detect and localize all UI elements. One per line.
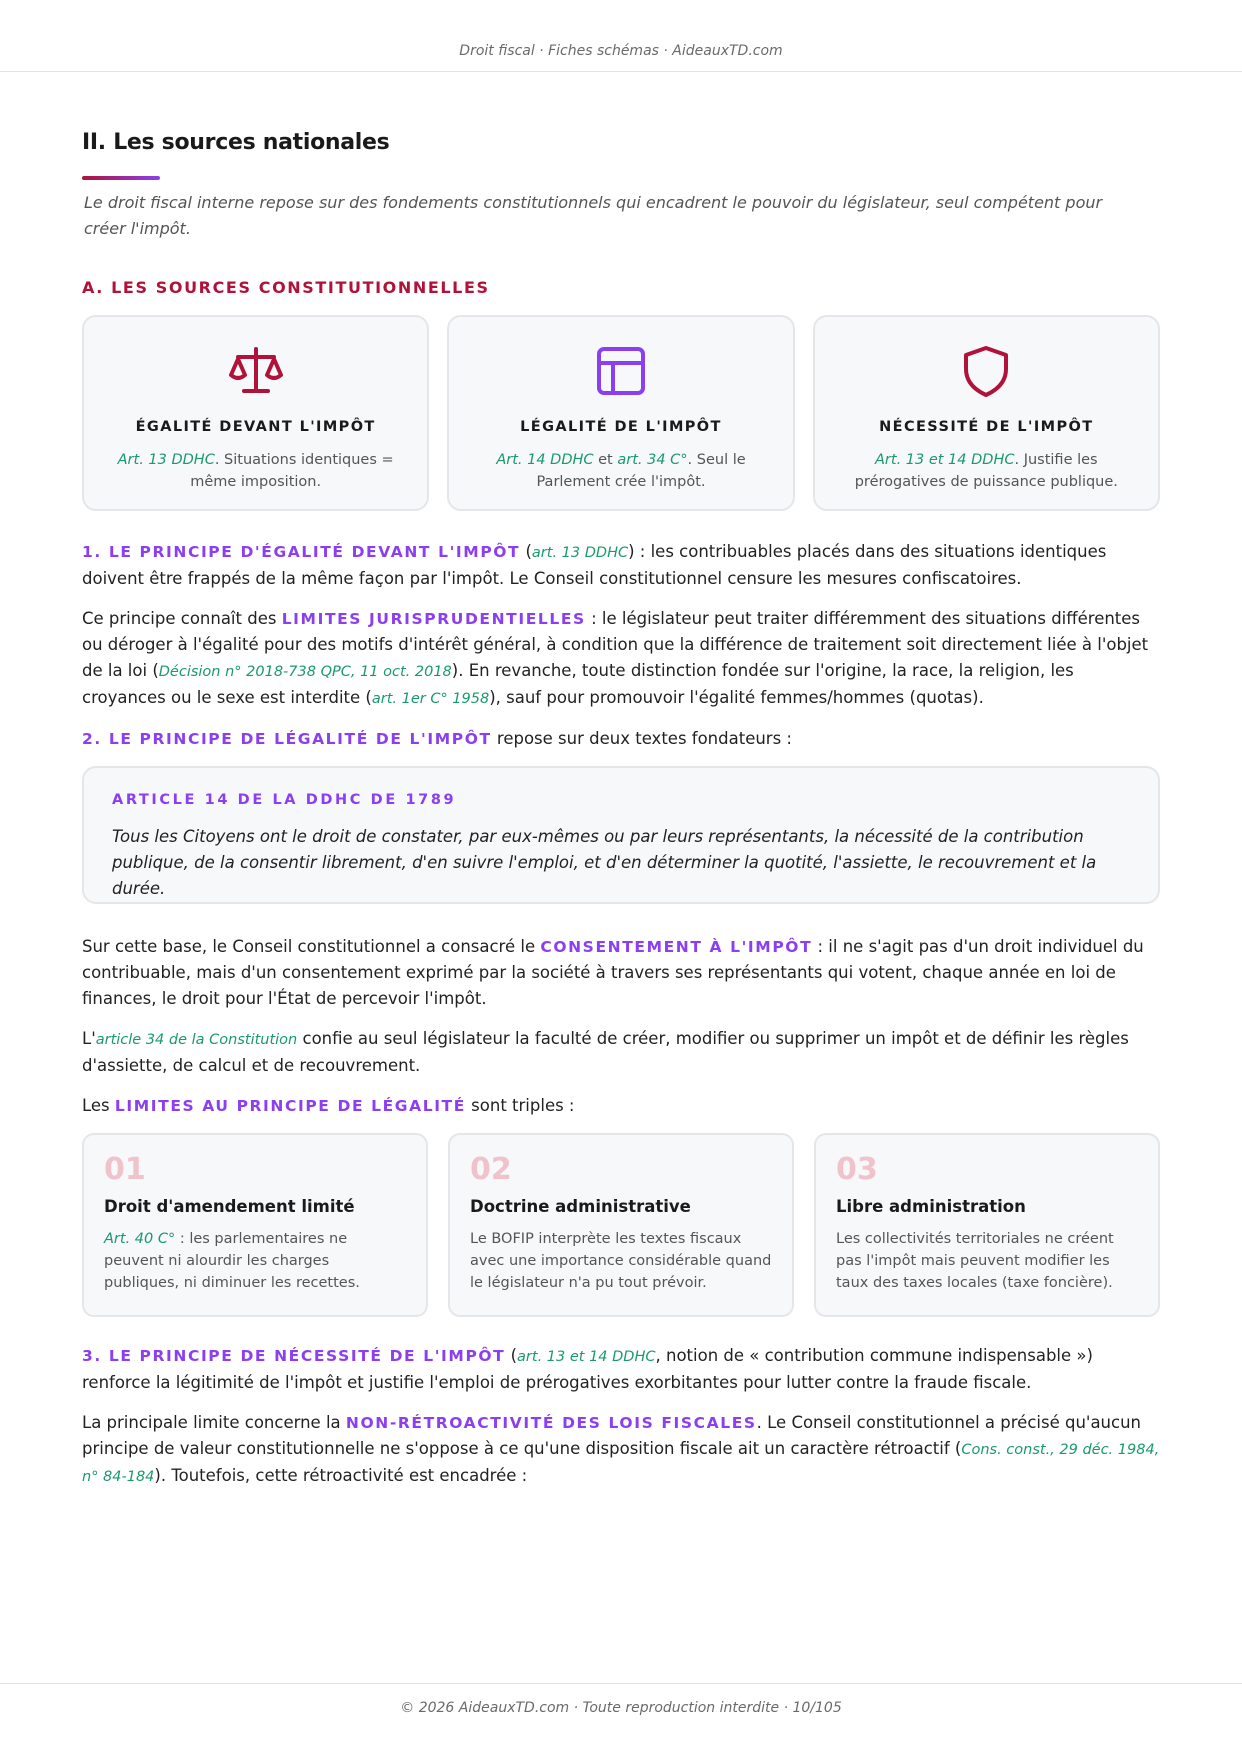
page-footer: © 2026 AideauxTD.com · Toute reproduction interdite · 10/105	[400, 1700, 842, 1716]
text: Les	[82, 1096, 115, 1115]
principle-3-text: , notion de « contribution commune indispensable ») renforce la légitimité de l'impôt et justifie l'emploi de prérogatives exorbitantes pour lutter contre la fraude fiscale.	[82, 1346, 1093, 1392]
consent-keyword: CONSENTEMENT À L'IMPÔT	[540, 938, 813, 956]
principle-2-paragraph	[82, 726, 1160, 752]
limit-title: Libre administration	[836, 1197, 1026, 1216]
section-intro: Le droit fiscal interne repose sur des fondements constitutionnels qui encadrent le pouvoir du législateur, seul compétent pour créer l'impôt.	[84, 193, 1103, 238]
principle-3-paragraph	[82, 1343, 1160, 1396]
principle-1-paragraph	[82, 539, 1160, 592]
card-text: et	[593, 452, 618, 468]
layout-icon	[449, 343, 792, 399]
article-34-paragraph	[82, 1026, 1160, 1079]
card-description	[841, 449, 1131, 493]
page-header: Droit fiscal · Fiches schémas · AideauxTD.com	[459, 43, 783, 59]
quote-title: ARTICLE 14 DE LA DDHC DE 1789	[112, 792, 457, 808]
text: : le législateur peut traiter différemment des situations différentes ou déroger à l'égalité pour des motifs d'intérêt général, à condition que la différence de traitement soit directement liée à l'objet de la loi (	[82, 609, 1149, 680]
card-ref: Art. 13 et 14 DDHC	[875, 452, 1015, 468]
text: : les parlementaires ne peuvent ni alourdir les charges publiques, ni diminuer les recettes.	[104, 1231, 360, 1291]
principle-1-text: ) : les contribuables placés dans des situations identiques doivent être frappés de la même façon par l'impôt. Le Conseil constitutionnel censure les mesures confiscatoires.	[82, 542, 1107, 588]
limit-description: Le BOFIP interprète les textes fiscaux avec une importance considérable quand le législateur n'a pu tout prévoir.	[470, 1231, 772, 1291]
card-text: . Situations identiques = même imposition.	[190, 452, 394, 490]
limits-jurisprudence-paragraph	[82, 606, 1160, 712]
title-underline	[82, 176, 160, 180]
limit-description	[104, 1228, 406, 1294]
card-title: ÉGALITÉ DEVANT L'IMPÔT	[135, 419, 376, 435]
limit-title: Doctrine administrative	[470, 1197, 691, 1216]
section-title: II. Les sources nationales	[82, 130, 390, 155]
principle-1-heading: 1. LE PRINCIPE D'ÉGALITÉ DEVANT L'IMPÔT	[82, 543, 521, 561]
card-text: . Justifie les prérogatives de puissance publique.	[854, 452, 1118, 490]
paren: (	[505, 1346, 518, 1365]
text: ). Toutefois, cette rétroactivité est encadrée :	[154, 1466, 528, 1485]
limit-ref: Art. 40 C°	[104, 1231, 176, 1247]
limit-card-libre-administration	[814, 1133, 1160, 1317]
header-divider	[0, 0, 1242, 72]
text: confie au seul législateur la faculté de créer, modifier ou supprimer un impôt et de définir les règles d'assiette, de calcul et de recouvrement.	[82, 1029, 1129, 1075]
main-content	[82, 130, 1160, 1490]
legality-limits-cards	[82, 1133, 1160, 1317]
subsection-a-title: A. LES SOURCES CONSTITUTIONNELLES	[82, 278, 490, 297]
limit-card-amendement	[82, 1133, 428, 1317]
principle-1-ref: art. 13 DDHC	[531, 545, 629, 561]
card-title: NÉCESSITÉ DE L'IMPÔT	[879, 419, 1094, 435]
limits-legal-keyword: LIMITES AU PRINCIPE DE LÉGALITÉ	[114, 1097, 466, 1115]
text: La principale limite concerne la	[82, 1413, 346, 1432]
cons-const-ref: Cons. const., 29 déc. 1984, n° 84-184	[82, 1442, 1160, 1485]
limit-number: 01	[104, 1152, 146, 1187]
paren: (	[520, 542, 532, 561]
article-14-quote-box	[82, 766, 1160, 904]
text: ), sauf pour promouvoir l'égalité femmes/hommes (quotas).	[489, 688, 984, 707]
constitution-ref: art. 1er C° 1958	[371, 691, 490, 707]
card-ref: Art. 14 DDHC	[496, 452, 594, 468]
card-title: LÉGALITÉ DE L'IMPÔT	[520, 419, 722, 435]
principle-3-heading: 3. LE PRINCIPE DE NÉCESSITÉ DE L'IMPÔT	[82, 1347, 506, 1365]
card-description	[476, 449, 766, 493]
card-ref: art. 34 C°	[617, 452, 688, 468]
card-text: . Seul le Parlement crée l'impôt.	[536, 452, 746, 490]
quote-body: Tous les Citoyens ont le droit de constater, par eux-mêmes ou par leurs représentants, la nécessité de la contribution publique, de la consentir librement, d'en suivre l'emploi, et d'en déterminer la quotité, l'assiette, le recouvrement et la durée.	[112, 827, 1097, 898]
card-ref: Art. 13 DDHC	[117, 452, 215, 468]
limit-description: Les collectivités territoriales ne créent pas l'impôt mais peuvent modifier les taux des taxes locales (taxe foncière).	[836, 1231, 1114, 1291]
limits-legal-paragraph	[82, 1093, 1160, 1119]
limit-number: 02	[470, 1152, 512, 1187]
retroactivity-paragraph	[82, 1410, 1160, 1490]
text: L'	[82, 1029, 96, 1048]
card-legalite	[447, 315, 794, 511]
card-necessite	[813, 315, 1160, 511]
card-description	[111, 449, 401, 493]
consent-paragraph	[82, 934, 1160, 1012]
card-egalite	[82, 315, 429, 511]
text: : il ne s'agit pas d'un droit individuel du contribuable, mais d'un consentement exprimé par la société à travers ses représentants qui votent, chaque année en loi de finances, le droit pour l'État de percevoir l'impôt.	[82, 937, 1144, 1008]
principle-3-ref: art. 13 et 14 DDHC	[517, 1349, 656, 1365]
text: . Le Conseil constitutionnel a précisé qu'aucun principe de valeur constitutionnelle ne s'oppose à ce qu'une disposition fiscale ait un caractère rétroactif (	[82, 1413, 1141, 1458]
limit-card-doctrine	[448, 1133, 794, 1317]
article-34-ref: article 34 de la Constitution	[95, 1032, 298, 1048]
text: Ce principe connaît des	[82, 609, 282, 628]
retroactivity-keyword: NON-RÉTROACTIVITÉ DES LOIS FISCALES	[345, 1414, 757, 1432]
text: ). En revanche, toute distinction fondée sur l'origine, la race, la religion, les croyances ou le sexe est interdite (	[82, 661, 1074, 707]
constitutional-sources-cards	[82, 315, 1160, 511]
principle-2-text: repose sur deux textes fondateurs :	[491, 729, 792, 748]
principle-2-heading: 2. LE PRINCIPE DE LÉGALITÉ DE L'IMPÔT	[82, 730, 492, 748]
scales-icon	[84, 343, 427, 399]
shield-icon	[815, 343, 1158, 399]
limits-keyword: LIMITES JURISPRUDENTIELLES	[281, 610, 586, 628]
footer-divider	[0, 1683, 1242, 1684]
limit-number: 03	[836, 1152, 878, 1187]
text: Sur cette base, le Conseil constitutionnel a consacré le	[82, 937, 541, 956]
limit-title: Droit d'amendement limité	[104, 1197, 355, 1216]
text: sont triples :	[465, 1096, 575, 1115]
decision-ref: Décision n° 2018-738 QPC, 11 oct. 2018	[158, 664, 452, 680]
